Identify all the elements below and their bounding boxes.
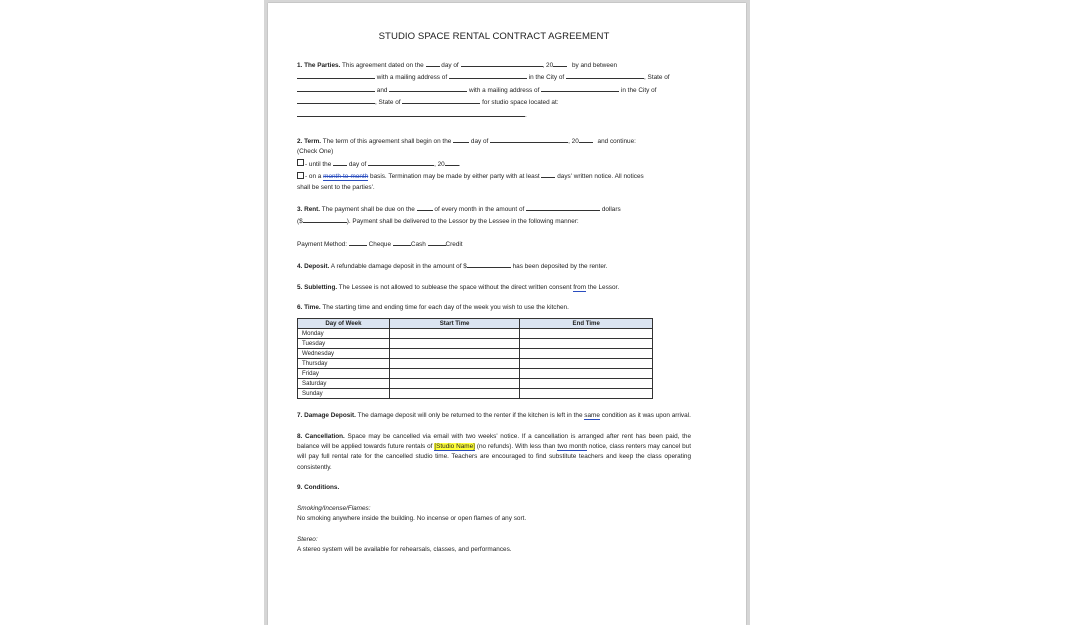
- day-cell: Monday: [298, 328, 390, 338]
- blank-field[interactable]: [526, 203, 600, 211]
- table-row: [298, 368, 653, 378]
- table-row: [298, 358, 653, 368]
- blank-field[interactable]: [426, 59, 440, 67]
- parties-text: with a mailing address of: [376, 74, 448, 82]
- rent-text: dollars: [601, 206, 621, 214]
- section-rent: [297, 203, 691, 228]
- start-time-cell[interactable]: [389, 338, 520, 348]
- end-time-cell[interactable]: [520, 389, 653, 399]
- blank-field[interactable]: [393, 238, 411, 246]
- parties-text: in the City of: [620, 86, 657, 94]
- checkbox[interactable]: [297, 172, 304, 179]
- underlined-text: two month: [557, 443, 587, 451]
- parties-text: , State of: [644, 74, 670, 82]
- end-time-cell[interactable]: [520, 328, 653, 338]
- schedule-table: [297, 318, 653, 400]
- section-cancellation: [297, 432, 691, 474]
- payment-option-cash: Cash: [410, 240, 426, 248]
- payment-method-label: Payment Method:: [297, 240, 348, 248]
- document-page: [268, 3, 746, 625]
- blank-field[interactable]: [297, 71, 375, 79]
- table-row: [298, 328, 653, 338]
- term-text: days' written notice. All notices: [557, 173, 644, 181]
- term-text: day of: [470, 138, 489, 146]
- section-damage-deposit: [297, 411, 691, 421]
- section-time: [297, 303, 691, 313]
- cancellation-text: notice, class renters may cancel but will pay full rental rate for the cancelled studio time. Teachers are encouraged to find substitute teachers and keep the class operating consistently.: [297, 443, 691, 471]
- time-label: 6. Time.: [297, 304, 321, 312]
- blank-field[interactable]: [368, 158, 434, 166]
- term-text: .: [458, 160, 461, 168]
- blank-field[interactable]: [490, 135, 568, 143]
- start-time-cell[interactable]: [389, 368, 520, 378]
- day-cell: Sunday: [298, 389, 390, 399]
- subletting-label: 5. Subletting.: [297, 283, 338, 291]
- day-cell: Wednesday: [298, 348, 390, 358]
- parties-text: for studio space located at:: [482, 99, 559, 107]
- section-conditions: [297, 483, 691, 493]
- highlighted-placeholder: [Studio Name]: [434, 443, 475, 451]
- table-header-row: [298, 318, 653, 328]
- cancellation-text: (no refunds). With less than: [476, 443, 556, 451]
- end-time-cell[interactable]: [520, 358, 653, 368]
- parties-text: and: [376, 86, 388, 94]
- day-cell: Saturday: [298, 379, 390, 389]
- struck-text: month-to-month: [323, 173, 369, 181]
- document-content: [297, 31, 691, 565]
- table-row: [298, 338, 653, 348]
- day-cell: Tuesday: [298, 338, 390, 348]
- term-text: , 20: [568, 138, 579, 146]
- blank-field[interactable]: [333, 158, 347, 166]
- section-term: [297, 135, 691, 193]
- blank-field[interactable]: [461, 59, 543, 67]
- document-title: STUDIO SPACE RENTAL CONTRACT AGREEMENT: [378, 31, 610, 42]
- check-one-note: (Check One): [297, 148, 334, 156]
- blank-field[interactable]: [449, 71, 527, 79]
- parties-text: .: [525, 111, 527, 119]
- start-time-cell[interactable]: [389, 328, 520, 338]
- parties-text: This agreement dated on the: [342, 62, 424, 69]
- rent-text: of every month in the amount of: [434, 206, 525, 214]
- parties-label: 1. The Parties.: [297, 62, 341, 69]
- stereo-text: A stereo system will be available for rehearsals, classes, and performances.: [297, 545, 512, 553]
- parties-text: , State of: [375, 99, 401, 107]
- cancellation-label: 8. Cancellation.: [297, 432, 345, 440]
- section-parties: [297, 59, 691, 121]
- deposit-label: 4. Deposit.: [297, 263, 330, 271]
- rent-label: 3. Rent.: [297, 206, 321, 214]
- term-text: shall be sent to the parties'.: [297, 183, 375, 191]
- parties-text: , 20: [542, 62, 554, 69]
- deposit-text: A refundable damage deposit in the amount of $: [330, 263, 467, 271]
- day-cell: Friday: [298, 368, 390, 378]
- cancellation-text: Space may be cancelled via email with two weeks' notice. If a cancellation is arranged after rent has been paid, the balance will be applied towards future rentals of: [297, 432, 691, 451]
- blank-field[interactable]: [453, 135, 469, 143]
- start-time-cell[interactable]: [389, 358, 520, 368]
- checkbox[interactable]: [297, 159, 304, 166]
- blank-field[interactable]: [566, 71, 644, 79]
- damage-text: condition as it was upon arrival.: [601, 412, 691, 420]
- column-header: Start Time: [389, 318, 520, 328]
- blank-field[interactable]: [297, 84, 375, 92]
- blank-field[interactable]: [417, 203, 433, 211]
- term-text: - on a: [305, 173, 322, 181]
- day-cell: Thursday: [298, 358, 390, 368]
- end-time-cell[interactable]: [520, 368, 653, 378]
- damage-text: The damage deposit will only be returned to the renter if the kitchen is left in the: [357, 412, 583, 420]
- blank-field[interactable]: [541, 84, 619, 92]
- subletting-text: the Lessor.: [587, 283, 620, 291]
- end-time-cell[interactable]: [520, 379, 653, 389]
- smoking-heading: Smoking/Incense/Flames:: [297, 504, 371, 512]
- parties-text: by and between: [571, 62, 618, 69]
- table-row: [298, 389, 653, 399]
- start-time-cell[interactable]: [389, 379, 520, 389]
- conditions-label: 9. Conditions.: [297, 484, 340, 492]
- start-time-cell[interactable]: [389, 348, 520, 358]
- blank-field[interactable]: [297, 109, 525, 117]
- term-text: , 20: [434, 160, 445, 168]
- condition-stereo: [297, 535, 691, 556]
- blank-field[interactable]: [297, 96, 375, 104]
- blank-field[interactable]: [445, 158, 459, 166]
- subletting-text: The Lessee is not allowed to sublease the space without the direct written consent: [338, 283, 572, 291]
- condition-smoking: [297, 504, 691, 525]
- blank-field[interactable]: [579, 135, 593, 143]
- blank-field[interactable]: [428, 238, 446, 246]
- term-text: and continue:: [597, 138, 636, 146]
- rent-text: ). Payment shall be delivered to the Lessor by the Lessee in the following manner:: [346, 218, 579, 226]
- parties-text: with a mailing address of: [469, 86, 540, 94]
- payment-method: [297, 238, 691, 250]
- end-time-cell[interactable]: [520, 348, 653, 358]
- underlined-text: from: [573, 283, 587, 291]
- parties-text: in the City of: [528, 74, 565, 82]
- section-subletting: [297, 283, 691, 293]
- payment-option-credit: Credit: [445, 240, 463, 248]
- term-text: The term of this agreement shall begin on the: [322, 138, 452, 146]
- term-label: 2. Term.: [297, 138, 322, 146]
- rent-text: ($: [297, 218, 303, 226]
- term-text: basis. Termination may be made by either party with at least: [370, 173, 540, 181]
- start-time-cell[interactable]: [389, 389, 520, 399]
- section-deposit: [297, 260, 691, 272]
- smoking-text: No smoking anywhere inside the building. No incense or open flames of any sort.: [297, 515, 527, 523]
- blank-field[interactable]: [402, 96, 480, 104]
- blank-field[interactable]: [553, 59, 567, 67]
- parties-text: day of: [441, 62, 459, 69]
- blank-field[interactable]: [389, 84, 467, 92]
- rent-text: The payment shall be due on the: [321, 206, 415, 214]
- table-row: [298, 379, 653, 389]
- term-text: - until the: [305, 160, 332, 168]
- column-header: Day of Week: [298, 318, 390, 328]
- time-text: The starting time and ending time for each day of the week you wish to use the kitchen.: [322, 304, 569, 312]
- blank-field[interactable]: [349, 238, 367, 246]
- stereo-heading: Stereo:: [297, 535, 318, 543]
- end-time-cell[interactable]: [520, 338, 653, 348]
- underlined-text: same: [584, 412, 600, 420]
- damage-label: 7. Damage Deposit.: [297, 412, 356, 420]
- column-header: End Time: [520, 318, 653, 328]
- table-row: [298, 348, 653, 358]
- deposit-text: has been deposited by the renter.: [512, 263, 608, 271]
- term-text: day of: [348, 160, 367, 168]
- blank-field[interactable]: [303, 215, 347, 223]
- blank-field[interactable]: [467, 260, 511, 268]
- payment-option-cheque: Cheque: [368, 240, 392, 248]
- blank-field[interactable]: [541, 170, 555, 178]
